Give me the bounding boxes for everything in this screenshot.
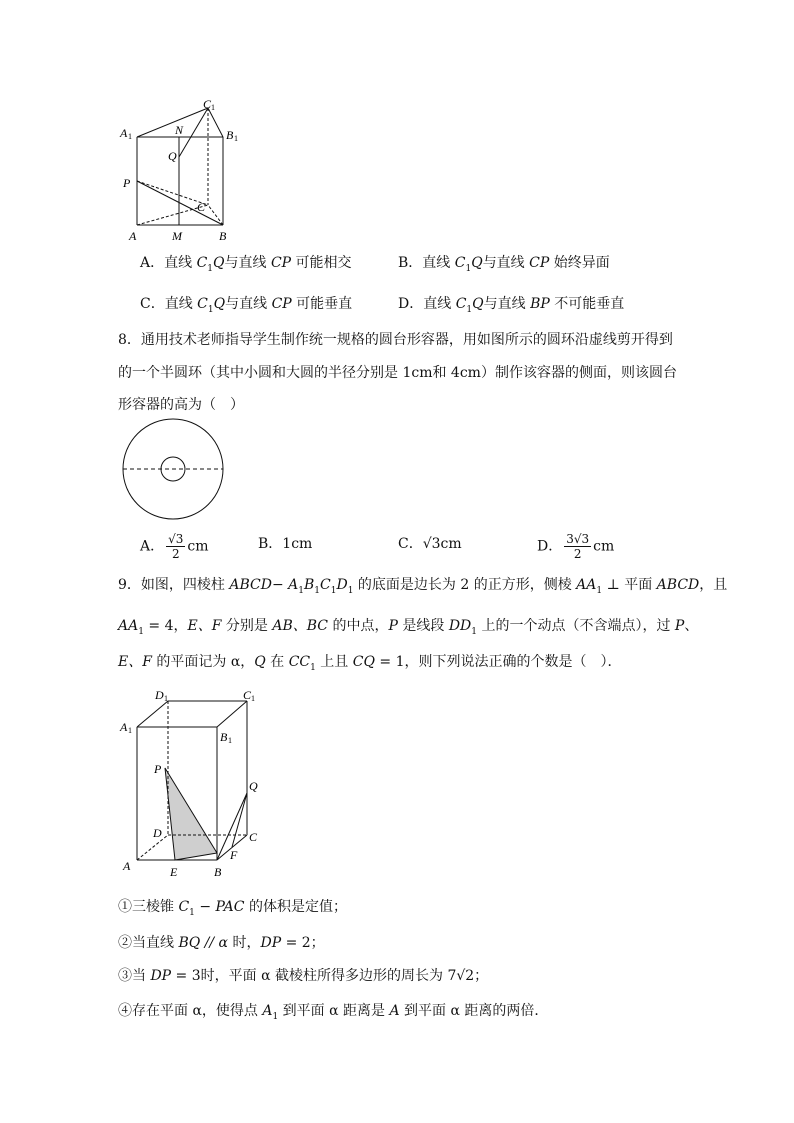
q9-statement-3: ③当 DP = 3时，平面 α 截棱柱所得多边形的周长为 7√2； [118, 968, 489, 984]
q9-stem-line2: $AA_1 = 4$，E、F 分别是 AB、BC 的中点，P 是线段 $DD_1$ 上的一个动点（不含端点），过 P、 [118, 618, 699, 637]
q9-label-c: C [249, 830, 258, 844]
q9-label-b1: B [220, 730, 228, 744]
q9-stem-line3: E、F 的平面记为 α，Q 在 $CC_1$ 上且 CQ = 1，则下列说法正确的个数是（ ）． [118, 654, 622, 673]
q9-label-f: F [230, 848, 238, 862]
q7-label-m: M [172, 229, 182, 243]
q9-stem-line1: 9．如图，四棱柱 ABCD− $A_1B_1C_1D_1$ 的底面是边长为 2 的正方形，侧棱 $AA_1$ ⊥ 平面 ABCD，且 [118, 577, 728, 596]
q7-label-c1-sub: 1 [211, 103, 215, 112]
q7-label-p: P [123, 176, 131, 190]
q8-option-a: A． $\frac{√3}{2}$ cm [140, 532, 209, 561]
q8-option-b: B．1cm [258, 536, 313, 552]
q7-label-b1-sub: 1 [234, 134, 238, 143]
q8-annulus-figure [118, 418, 230, 522]
q9-statement-1: ①三棱锥 $C_1$ − PAC 的体积是定值； [118, 899, 347, 918]
q7-label-q: Q [168, 149, 177, 163]
q9-label-p: P [154, 762, 162, 776]
q9-label-c1: C [243, 688, 252, 702]
q7-option-b: B．直线 $C_1Q$与直线 CP 始终异面 [398, 255, 610, 274]
q7-option-c: C．直线 $C_1Q$与直线 CP 可能垂直 [140, 296, 353, 315]
q8-stem-line2: 的一个半圆环（其中小圆和大圆的半径分别是 1cm和 4cm）制作该容器的侧面，则该圆台 [118, 365, 677, 381]
q7-label-b: B [219, 229, 227, 243]
q7-label-a1-sub: 1 [128, 132, 132, 141]
q9-label-e: E [170, 865, 178, 879]
q7-label-a1: A [120, 126, 128, 140]
q9-statement-2: ②当直线 BQ // α 时，DP = 2； [118, 935, 325, 951]
q9-label-a: A [123, 859, 131, 873]
q8-stem-line1: 8．通用技术老师指导学生制作统一规格的圆台形容器，用如图所示的圆环沿虚线剪开得到 [118, 332, 673, 348]
q9-label-c1-sub: 1 [251, 694, 255, 703]
q9-label-b1-sub: 1 [228, 736, 232, 745]
q9-label-b: B [214, 865, 222, 879]
q7-label-a: A [129, 229, 137, 243]
q9-statement-4: ④存在平面 α，使得点 $A_1$ 到平面 α 距离是 A 到平面 α 距离的两倍． [118, 1003, 549, 1022]
q9-label-d: D [153, 826, 162, 840]
q9-label-a1: A [120, 720, 128, 734]
q7-label-c1: C [203, 97, 212, 111]
q7-prism-figure [115, 95, 245, 245]
q7-label-c: C [197, 200, 206, 214]
q9-label-d1: D [155, 688, 164, 702]
q7-label-b1: B [226, 128, 234, 142]
q8-stem-line3: 形容器的高为（ ） [118, 397, 244, 413]
q8-option-d: D． $\frac{3√3}{2}$ cm [537, 532, 615, 561]
q8-option-c: C．√3cm [398, 536, 462, 552]
q7-option-d: D．直线 $C_1Q$与直线 BP 不可能垂直 [398, 296, 625, 315]
q9-label-a1-sub: 1 [128, 726, 132, 735]
q9-prism-figure [115, 685, 275, 880]
q7-option-a: A．直线 $C_1Q$与直线 CP 可能相交 [140, 255, 352, 274]
q9-label-d1-sub: 1 [164, 694, 168, 703]
q9-label-q: Q [249, 779, 258, 793]
q7-label-n: N [175, 123, 184, 137]
